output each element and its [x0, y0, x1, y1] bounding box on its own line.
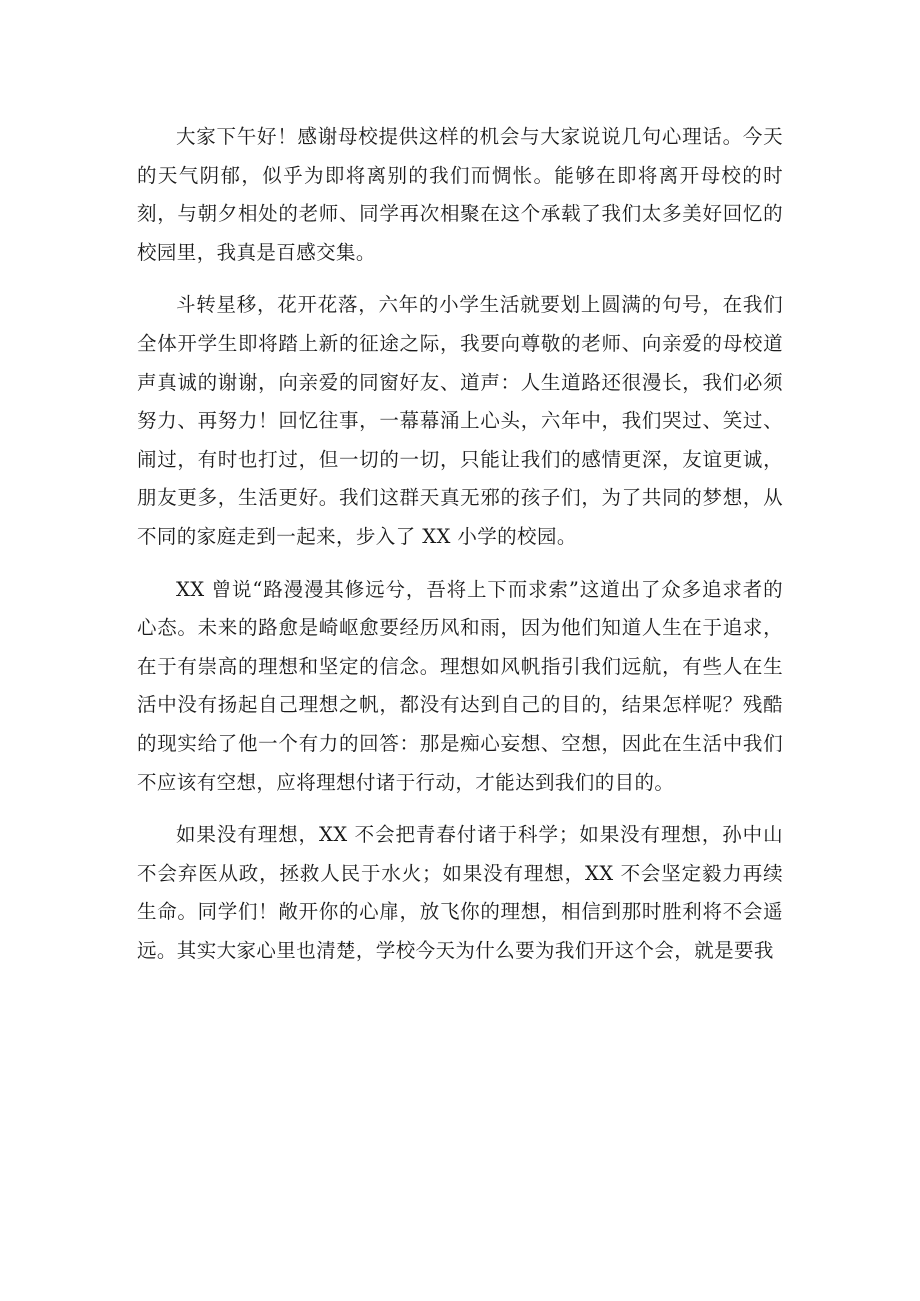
paragraph-4: 如果没有理想，XX 不会把青春付诸于科学；如果没有理想，孙中山不会弃医从政，拯救人民于水火；如果没有理想，XX 不会坚定毅力再续生命。同学们！敞开你的心扉，放飞你的理想，相信到那时胜利将不会遥远。其实大家心里也清楚，学校今天为什么要为我们开这个会，就是要我: [137, 823, 783, 962]
paragraph-1: 大家下午好！感谢母校提供这样的机会与大家说说几句心理话。今天的天气阴郁，似乎为即将离别的我们而惆怅。能够在即将离开母校的时刻，与朝夕相处的老师、同学再次相聚在这个承载了我们太多美好回忆的校园里，我真是百感交集。: [137, 125, 783, 264]
paragraph-3: XX 曾说“路漫漫其修远兮，吾将上下而求索”这道出了众多追求者的心态。未来的路愈是崎岖愈要经历风和雨，因为他们知道人生在于追求，在于有崇高的理想和坚定的信念。理想如风帆指引我们远航，有些人在生活中没有扬起自己理想之帆，都没有达到自己的目的，结果怎样呢？残酷的现实给了他一个有力的回答：那是痴心妄想、空想，因此在生活中我们不应该有空想，应将理想付诸于行动，才能达到我们的目的。: [137, 577, 783, 794]
document-body: [137, 118, 783, 984]
paragraph-2: 斗转星移，花开花落，六年的小学生活就要划上圆满的句号，在我们全体开学生即将踏上新的征途之际，我要向尊敬的老师、向亲爱的母校道声真诚的谢谢，向亲爱的同窗好友、道声：人生道路还很漫长，我们必须努力、再努力！回忆往事，一幕幕涌上心头，六年中，我们哭过、笑过、闹过，有时也打过，但一切的一切，只能让我们的感情更深，友谊更诚，朋友更多，生活更好。我们这群天真无邪的孩子们，为了共同的梦想，从不同的家庭走到一起来，步入了 XX 小学的校园。: [137, 293, 783, 548]
